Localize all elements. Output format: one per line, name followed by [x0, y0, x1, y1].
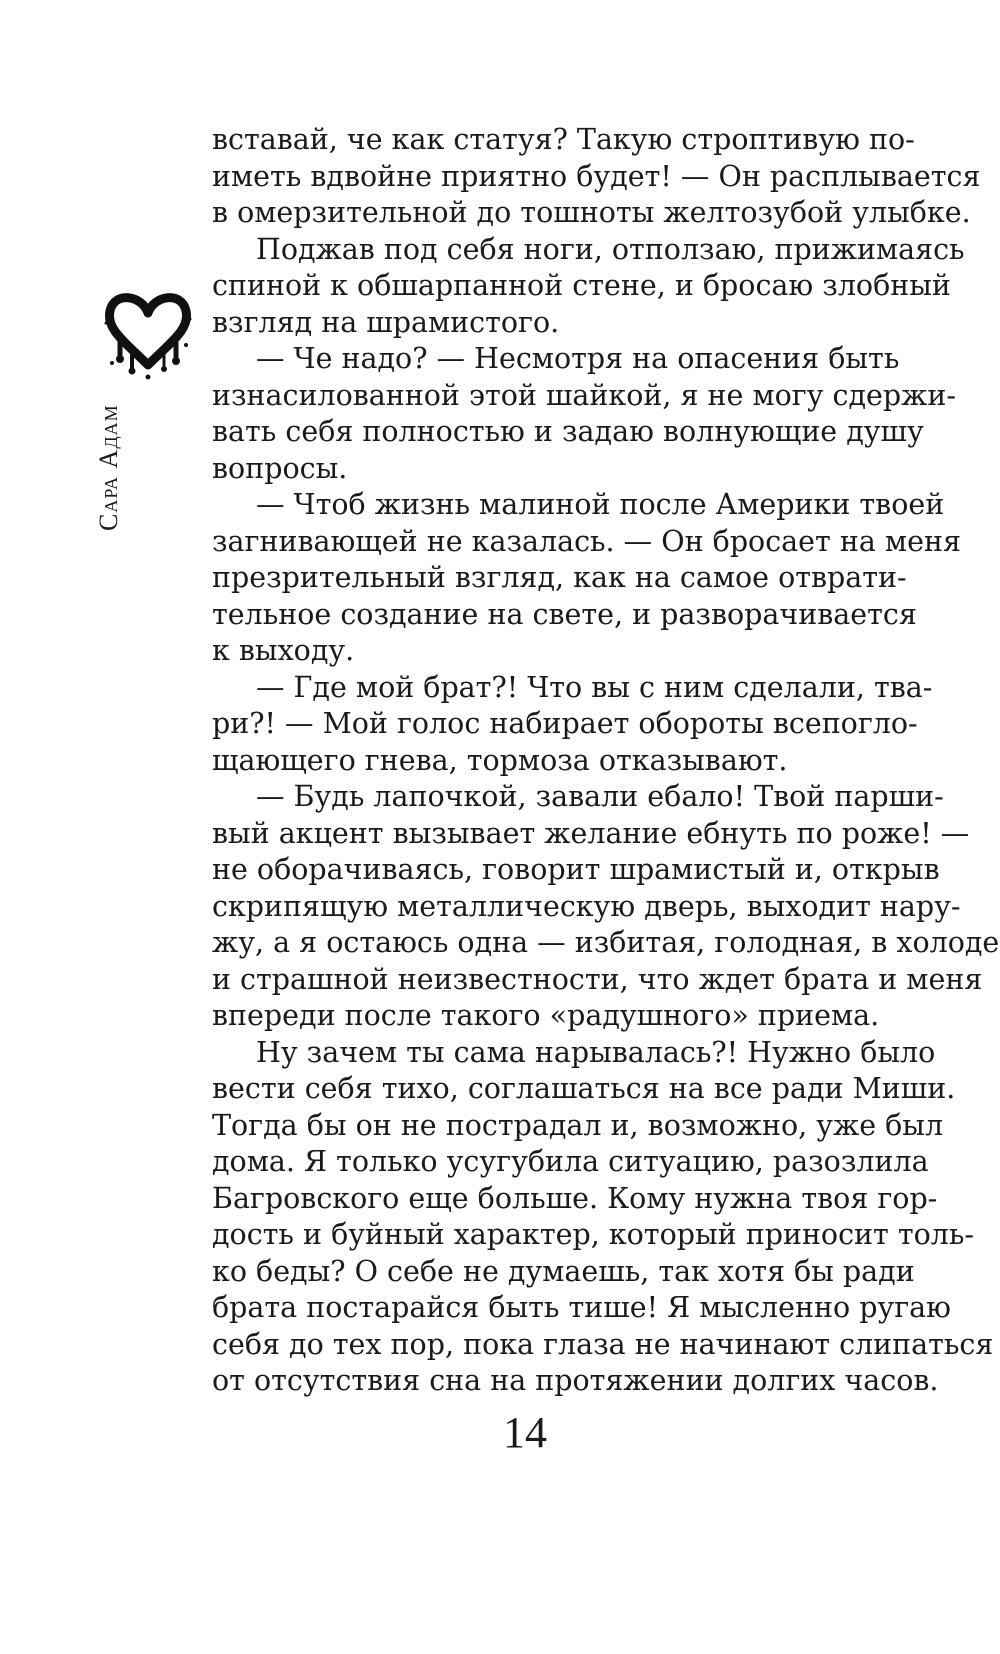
- text-line: в омерзительной до тошноты желтозубой улыбке.: [212, 196, 971, 229]
- running-head-author: Сара Адам: [94, 404, 123, 531]
- text-line: от отсутствия сна на протяжении долгих часов.: [212, 1364, 939, 1397]
- text-line: вести себя тихо, соглашаться на все ради Миши.: [212, 1072, 956, 1105]
- text-line: Поджав под себя ноги, отползаю, прижимаясь: [256, 232, 965, 266]
- page-number: 14: [503, 1408, 547, 1457]
- text-line: загнивающей не казалась. — Он бросает на меня: [212, 524, 961, 558]
- text-line: — Будь лапочкой, завали ебало! Твой парши-: [256, 780, 944, 813]
- text-line: себя до тех пор, пока глаза не начинают слипаться: [212, 1327, 994, 1361]
- text-line: дома. Я только усугубила ситуацию, разозлила: [212, 1145, 929, 1178]
- text-line: спиной к обшарпанной стене, и бросаю злобный: [212, 269, 951, 302]
- text-line: тельное создание на свете, и разворачивается: [212, 597, 917, 631]
- text-line: Багровского еще больше. Кому нужна твоя гор-: [212, 1181, 938, 1215]
- text-line: — Че надо? — Несмотря на опасения быть: [256, 342, 900, 375]
- text-line: изнасилованной этой шайкой, я не могу сдержи-: [212, 378, 957, 412]
- text-line: ри?! — Мой голос набирает обороты всепогло-: [212, 707, 918, 740]
- text-line: скрипящую металлическую дверь, выходит нару-: [212, 889, 961, 923]
- text-line: не оборачиваясь, говорит шрамистый и, открыв: [212, 853, 940, 886]
- text-line: Тогда бы он не пострадал и, возможно, уже был: [212, 1108, 944, 1142]
- text-line: вопросы.: [212, 451, 348, 485]
- text-line: презрительный взгляд, как на самое отврати-: [212, 561, 907, 594]
- text-line: вать себя полностью и задаю волнующие душу: [212, 415, 924, 448]
- text-line: щающего гнева, тормоза отказывают.: [212, 743, 788, 777]
- text-line: вый акцент вызывает желание ебнуть по роже! —: [212, 816, 970, 850]
- text-line: и страшной неизвестности, что ждет брата и меня: [212, 962, 983, 996]
- text-line: жу, а я остаюсь одна — избитая, голодная, в холоде: [212, 926, 1000, 959]
- text-line: иметь вдвойне приятно будет! — Он расплывается: [212, 159, 981, 193]
- text-line: ко беды? О себе не думаешь, так хотя бы ради: [212, 1254, 915, 1288]
- body-text: [212, 122, 1000, 1400]
- dripping-heart-icon: [102, 283, 194, 383]
- text-line: вставай, че как статуя? Такую строптивую по-: [212, 123, 915, 156]
- text-line: — Чтоб жизнь малиной после Америки твоей: [256, 488, 945, 521]
- text-line: взгляд на шрамистого.: [212, 305, 560, 339]
- text-line: впереди после такого «радушного» приема.: [212, 999, 880, 1032]
- text-line: дость и буйный характер, который приносит толь-: [212, 1218, 975, 1251]
- text-line: к выходу.: [212, 634, 355, 667]
- text-line: брата постарайся быть тише! Я мысленно ругаю: [212, 1291, 951, 1324]
- text-line: Ну зачем ты сама нарывалась?! Нужно было: [256, 1035, 936, 1069]
- text-line: — Где мой брат?! Что вы с ним сделали, тва-: [256, 670, 933, 704]
